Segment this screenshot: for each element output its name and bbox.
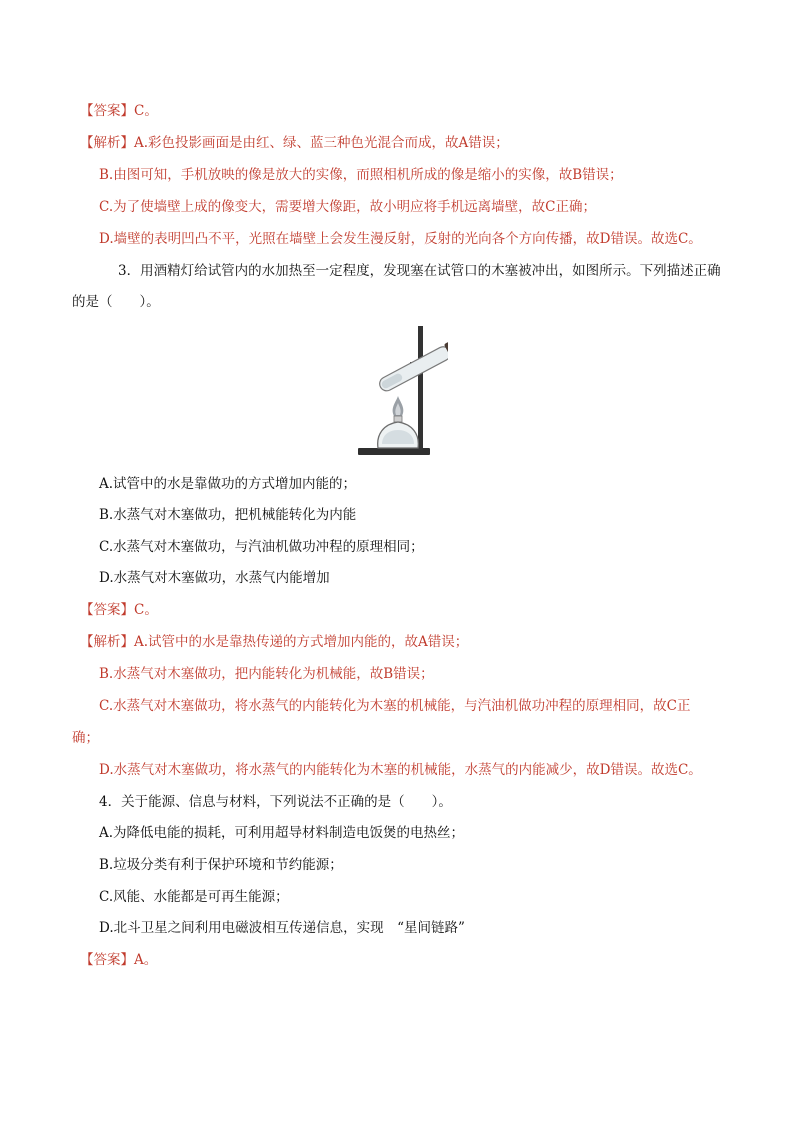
analysis-tag: 【解析】 [80,135,134,151]
q3-analysis-a [80,633,468,651]
q2-analysis-a [80,134,509,152]
q4-option-a: A.为降低电能的损耗，可利用超导材料制造电饭煲的电热丝； [99,825,465,841]
q3-analysis-b: B.水蒸气对木塞做功，把内能转化为机械能，故B错误； [99,666,434,682]
q4-answer [80,951,157,969]
analysis-tag: 【解析】 [80,634,134,650]
answer-tag: 【答案】 [80,103,134,119]
q3-option-b: B.水蒸气对木塞做功，把机械能转化为内能 [99,507,357,523]
q3-option-c: C.水蒸气对木塞做功，与汽油机做功冲程的原理相同； [99,539,424,555]
analysis-text: A.试管中的水是靠热传递的方式增加内能的，故A错误； [134,634,469,650]
q2-analysis-b: B.由图可知，手机放映的像是放大的实像，而照相机所成的像是缩小的实像，故B错误； [99,167,623,183]
q3-option-d: D.水蒸气对木塞做功，水蒸气内能增加 [99,570,330,586]
q4-option-d: D.北斗卫星之间利用电磁波相互传递信息，实现 “星间链路” [99,920,465,936]
test-tube-heating-illustration [352,318,448,460]
q3-option-a: A.试管中的水是靠做功的方式增加内能的； [99,476,357,492]
stand-rod [418,326,423,450]
q3-stem-line1: 3．用酒精灯给试管内的水加热至一定程度，发现塞在试管口的木塞被冲出，如图所示。下列描述正确 [118,263,721,279]
lamp-wick [394,416,402,422]
q4-option-c: C.风能、水能都是可再生能源； [99,889,289,905]
answer-tag: 【答案】 [80,602,134,618]
q2-answer [80,102,158,120]
q3-answer [80,601,158,619]
q2-analysis-d: D.墙壁的表明凹凸不平，光照在墙壁上会发生漫反射，反射的光向各个方向传播，故D错误。故选C。 [99,231,702,247]
q4-stem: 4．关于能源、信息与材料，下列说法不正确的是（ ）。 [99,794,452,810]
q4-option-b: B.垃圾分类有利于保护环境和节约能源； [99,857,343,873]
q3-stem-line2: 的是（ ）。 [72,294,160,310]
analysis-text: A.彩色投影画面是由红、绿、蓝三种色光混合而成，故A错误； [134,135,509,151]
test-tube [376,337,448,395]
answer-value: C。 [134,602,158,618]
q3-analysis-c-line2: 确； [72,730,99,746]
answer-value: C。 [134,103,158,119]
answer-value: A。 [134,952,158,968]
q3-analysis-d: D.水蒸气对木塞做功，将水蒸气的内能转化为木塞的机械能，水蒸气的内能减少，故D错误。故选C。 [99,762,702,778]
q2-analysis-c: C.为了使墙壁上成的像变大，需要增大像距，故小明应将手机远离墙壁，故C正确； [99,199,596,215]
answer-tag: 【答案】 [80,952,134,968]
q3-analysis-c-line1: C.水蒸气对木塞做功，将水蒸气的内能转化为木塞的机械能，与汽油机做功冲程的原理相同，故C正 [99,698,691,714]
